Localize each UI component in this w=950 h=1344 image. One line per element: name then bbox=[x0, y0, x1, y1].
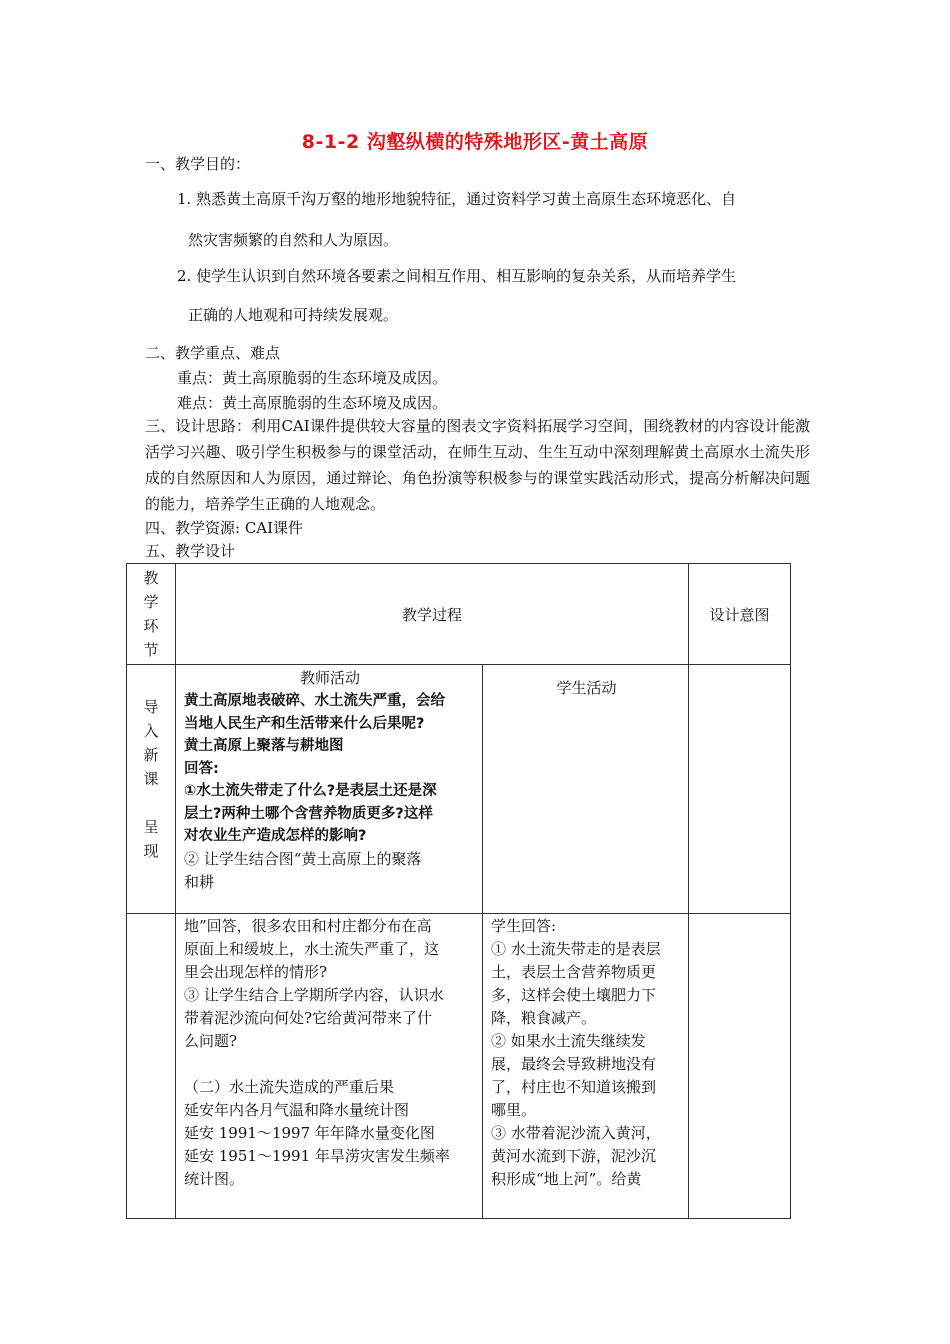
teacher-activity-cell bbox=[176, 665, 483, 914]
goal-1-line-1: 1. 熟悉黄土高原千沟万壑的地形地貌特征，通过资料学习黄土高原生态环境恶化、自 bbox=[177, 190, 737, 208]
goal-2-line-1: 2. 使学生认识到自然环境各要素之间相互作用、相互影响的复杂关系，从而培养学生 bbox=[177, 267, 737, 285]
stage-intro: 导 入 新 课 呈 现 bbox=[127, 665, 176, 914]
teacher-text-line: 地”回答，很多农田和村庄都分布在高 bbox=[184, 917, 432, 935]
student-text-line: 学生回答: bbox=[491, 917, 557, 935]
key-heading: 二、教学重点、难点 bbox=[145, 344, 281, 362]
student-activity-cell bbox=[483, 665, 689, 914]
lesson-table bbox=[126, 563, 791, 1219]
student-text-line: ③ 水带着泥沙流入黄河， bbox=[491, 1124, 661, 1142]
student-label: 学生活动 bbox=[556, 679, 617, 697]
student-text-line: 展，最终会导致耕地没有 bbox=[491, 1055, 657, 1073]
table-row bbox=[127, 665, 791, 914]
student-activity-cell bbox=[483, 914, 689, 1219]
student-text-line: 积形成“地上河”。给黄 bbox=[491, 1170, 642, 1188]
teacher-text-line: ①水土流失带走了什么?是表层土还是深 bbox=[184, 783, 437, 799]
student-text-line: 土，表层土含营养物质更 bbox=[491, 963, 657, 981]
teacher-text-line: 层土?两种土哪个含营养物质更多?这样 bbox=[184, 805, 433, 822]
teacher-text-line: 么问题? bbox=[184, 1032, 238, 1050]
key-point: 重点：黄土高原脆弱的生态环境及成因。 bbox=[177, 369, 448, 387]
stage-empty bbox=[127, 914, 176, 1219]
student-text-line: ② 如果水土流失继续发 bbox=[491, 1032, 646, 1050]
teacher-text-line: 统计图。 bbox=[184, 1170, 245, 1188]
teacher-text-line: 里会出现怎样的情形? bbox=[184, 963, 328, 981]
teacher-text-line bbox=[184, 1053, 476, 1076]
teacher-text-line: 延安 1991～1997 年年降水量变化图 bbox=[184, 1124, 435, 1142]
teacher-text-line: （二）水土流失造成的严重后果 bbox=[184, 1078, 395, 1096]
teacher-text-line: 对农业生产造成怎样的影响? bbox=[184, 828, 367, 844]
teacher-text-line: ② 让学生结合图“黄土高原上的聚落 bbox=[184, 849, 422, 868]
goal-1-line-2: 然灾害频繁的自然和人为原因。 bbox=[188, 231, 399, 249]
student-text-line: 降，粮食减产。 bbox=[491, 1009, 597, 1027]
intent-cell bbox=[689, 914, 791, 1219]
teacher-text-line: 延安 1951～1991 年旱涝灾害发生频率 bbox=[184, 1147, 450, 1165]
student-text-line: 了，村庄也不知道该搬到 bbox=[491, 1078, 657, 1096]
difficult-point: 难点：黄土高原脆弱的生态环境及成因。 bbox=[177, 394, 448, 412]
teacher-text-line: 带着泥沙流向何处?它给黄河带来了什 bbox=[184, 1009, 433, 1027]
goal-2-line-2: 正确的人地观和可持续发展观。 bbox=[188, 306, 399, 324]
student-text-line: 黄河水流到下游，泥沙沉 bbox=[491, 1147, 657, 1165]
resources: 四、教学资源: CAI课件 bbox=[145, 519, 304, 537]
page-title: 8-1-2 沟壑纵横的特殊地形区-黄土高原 bbox=[301, 131, 649, 153]
student-text-line: 多，这样会使土壤肥力下 bbox=[491, 986, 657, 1004]
teacher-text-line: 黄土高原地表破碎、水土流失严重，会给 bbox=[184, 693, 445, 709]
teacher-text-line: ③ 让学生结合上学期所学内容，认识水 bbox=[184, 986, 444, 1004]
teacher-text-line: 和耕 bbox=[184, 872, 215, 891]
teacher-text-line: 回答: bbox=[184, 760, 219, 777]
design-idea: 三、设计思路：利用CAI课件提供较大容量的图表文字资料拓展学习空间，围绕教材的内容设计能激活学习兴趣、吸引学生积极参与的课堂活动，在师生互动、生生互动中深刻理解黄土高原水土流失形成的自然原因和人为原因，通过辩论、角色扮演等积极参与的课堂实践活动形式，提高分析解决问题的能力，培养学生正确的人地观念。 bbox=[145, 417, 810, 513]
student-text-line: ① 水土流失带走的是表层 bbox=[491, 940, 661, 958]
student-text-line: 哪里。 bbox=[491, 1101, 537, 1119]
design-heading: 五、教学设计 bbox=[145, 542, 236, 560]
header-stage: 教 学 环 节 bbox=[127, 564, 176, 665]
header-intent: 设计意图 bbox=[689, 564, 791, 665]
table-header-row bbox=[127, 564, 791, 665]
header-process: 教学过程 bbox=[176, 564, 689, 665]
teacher-label: 教师活动 bbox=[299, 669, 360, 687]
teacher-text-line: 当地人民生产和生活带来什么后果呢? bbox=[184, 715, 425, 732]
teacher-activity-cell bbox=[176, 914, 483, 1219]
intent-cell bbox=[689, 665, 791, 914]
teacher-text-line: 原面上和缓坡上，水土流失严重了，这 bbox=[184, 940, 440, 958]
teacher-text-line: 黄土高原上聚落与耕地图 bbox=[184, 738, 344, 754]
teacher-text-line: 延安年内各月气温和降水量统计图 bbox=[184, 1101, 410, 1119]
goals-heading: 一、教学目的： bbox=[145, 155, 251, 173]
table-row bbox=[127, 914, 791, 1219]
